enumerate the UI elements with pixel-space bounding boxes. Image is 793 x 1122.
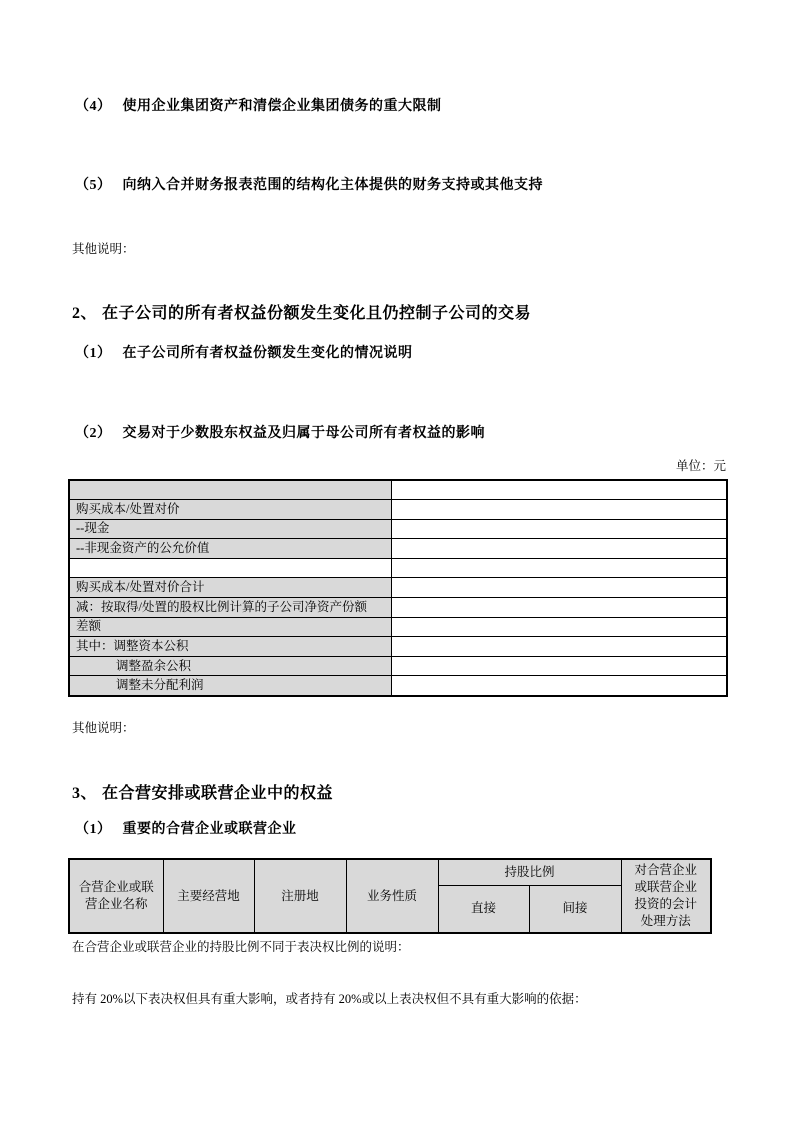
table-header-row bbox=[69, 859, 711, 885]
table-row bbox=[69, 578, 727, 598]
heading-number: （1） bbox=[75, 346, 112, 361]
table-row bbox=[69, 656, 727, 676]
header-cell-business: 业务性质 bbox=[346, 859, 438, 933]
row-value-cell bbox=[391, 558, 727, 578]
row-label-cell: 购买成本/处置对价 bbox=[69, 500, 391, 520]
heading-number: （1） bbox=[75, 822, 112, 837]
table-row bbox=[69, 500, 727, 520]
heading-text: 交易对于少数股东权益及归属于母公司所有者权益的影响 bbox=[122, 426, 485, 441]
row-label-cell: 其中：调整资本公积 bbox=[69, 637, 391, 657]
table-row bbox=[69, 617, 727, 637]
note-voting-rights: 持有 20%以下表决权但具有重大影响，或者持有 20%或以上表决权但不具有重大影响的依据： bbox=[72, 992, 587, 1006]
row-label-cell: --非现金资产的公允价值 bbox=[69, 539, 391, 559]
heading-number: 2、 bbox=[72, 305, 98, 322]
unit-label: 单位：元 bbox=[675, 459, 726, 473]
note-shareholding-ratio: 在合营企业或联营企业的持股比例不同于表决权比例的说明： bbox=[72, 940, 410, 954]
row-value-cell bbox=[391, 676, 727, 696]
heading-text: 在子公司所有者权益份额发生变化的情况说明 bbox=[122, 346, 413, 361]
heading-number: 3、 bbox=[72, 785, 98, 802]
header-cell-direct: 直接 bbox=[438, 885, 529, 933]
equity-change-impact-table bbox=[68, 479, 728, 697]
other-note-2: 其他说明： bbox=[72, 721, 135, 735]
header-cell-accounting-method: 对合营企业或联营企业投资的会计处理方法 bbox=[621, 859, 711, 933]
table-row bbox=[69, 676, 727, 696]
row-value-cell bbox=[391, 519, 727, 539]
heading-number: （4） bbox=[75, 99, 112, 114]
row-label-cell: 购买成本/处置对价合计 bbox=[69, 578, 391, 598]
header-cell-registration: 注册地 bbox=[254, 859, 346, 933]
table-row bbox=[69, 480, 727, 500]
table-row bbox=[69, 598, 727, 618]
table-row bbox=[69, 519, 727, 539]
row-label-cell: 调整未分配利润 bbox=[69, 676, 391, 696]
heading-section-3-1 bbox=[75, 820, 297, 840]
heading-section-2-2 bbox=[75, 424, 485, 444]
heading-number: （2） bbox=[75, 426, 112, 441]
row-label-cell: --现金 bbox=[69, 519, 391, 539]
header-cell-place: 主要经营地 bbox=[163, 859, 254, 933]
other-note-1: 其他说明： bbox=[72, 242, 135, 256]
header-cell-indirect: 间接 bbox=[529, 885, 621, 933]
row-value-cell bbox=[391, 500, 727, 520]
row-value-cell bbox=[391, 480, 727, 500]
heading-section-2 bbox=[72, 303, 531, 325]
row-value-cell bbox=[391, 637, 727, 657]
heading-section-2-1 bbox=[75, 344, 413, 364]
table-row bbox=[69, 558, 727, 578]
heading-item-4 bbox=[75, 97, 442, 117]
row-value-cell bbox=[391, 578, 727, 598]
row-value-cell bbox=[391, 656, 727, 676]
heading-section-3 bbox=[72, 783, 333, 805]
heading-text: 在子公司的所有者权益份额发生变化且仍控制子公司的交易 bbox=[102, 305, 532, 322]
heading-text: 使用企业集团资产和清偿企业集团债务的重大限制 bbox=[122, 99, 442, 114]
table-row bbox=[69, 539, 727, 559]
row-label-cell: 减：按取得/处置的股权比例计算的子公司净资产份额 bbox=[69, 598, 391, 618]
header-cell-shareholding-ratio: 持股比例 bbox=[438, 859, 621, 885]
header-cell-name: 合营企业或联营企业名称 bbox=[69, 859, 163, 933]
heading-text: 重要的合营企业或联营企业 bbox=[122, 822, 297, 837]
row-label-cell bbox=[69, 480, 391, 500]
heading-item-5 bbox=[75, 176, 543, 196]
row-value-cell bbox=[391, 598, 727, 618]
row-label-cell: 差额 bbox=[69, 617, 391, 637]
heading-text: 向纳入合并财务报表范围的结构化主体提供的财务支持或其他支持 bbox=[122, 178, 543, 193]
heading-number: （5） bbox=[75, 178, 112, 193]
table-row bbox=[69, 637, 727, 657]
row-value-cell bbox=[391, 617, 727, 637]
heading-text: 在合营安排或联营企业中的权益 bbox=[102, 785, 334, 802]
row-label-cell: 调整盈余公积 bbox=[69, 656, 391, 676]
row-label-cell bbox=[69, 558, 391, 578]
joint-venture-table bbox=[68, 858, 712, 934]
row-value-cell bbox=[391, 539, 727, 559]
